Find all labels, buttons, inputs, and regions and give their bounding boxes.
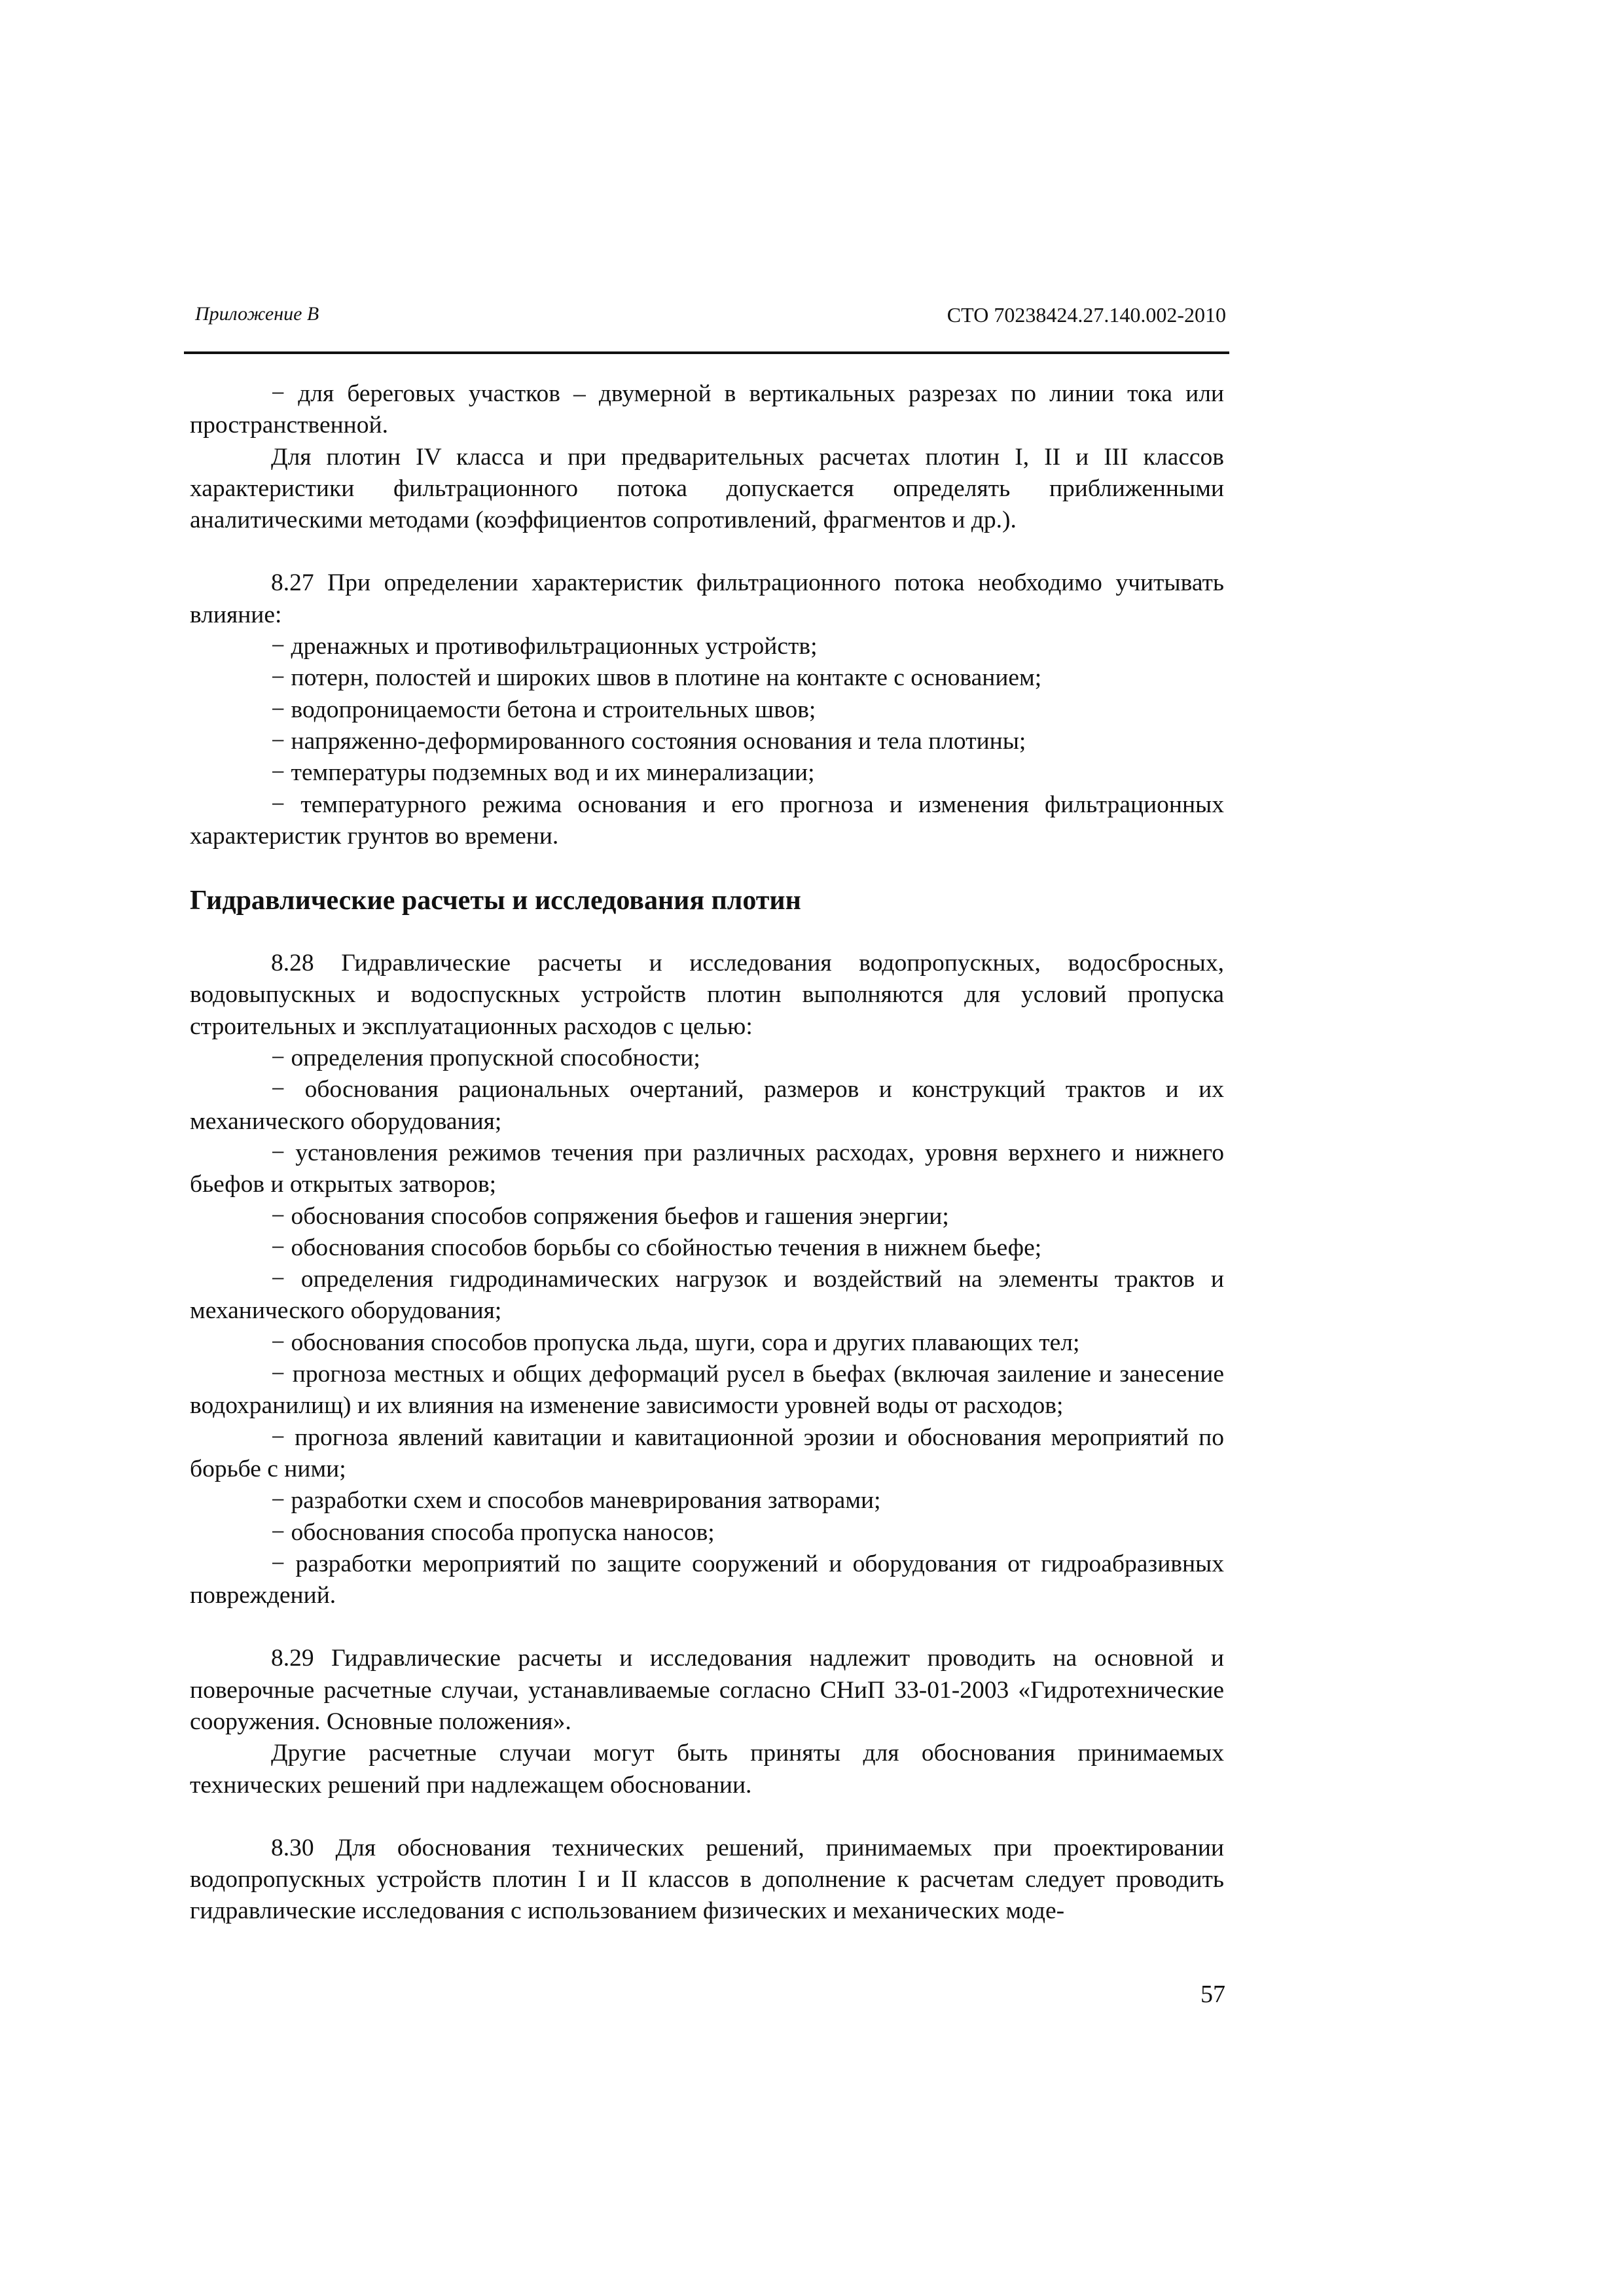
list-item: − обоснования способов борьбы со сбойностью течения в нижнем бьефе; [271, 1234, 1042, 1261]
list-item: − водопроницаемости бетона и строительных швов; [271, 696, 816, 723]
list-item: − обоснования способов сопряжения бьефов и гашения энергии; [271, 1202, 949, 1230]
list-item: − установления режимов течения при различных расходах, уровня верхнего и нижнего бьефов и открытых затворов; [190, 1139, 1224, 1198]
clause-8-28: 8.28 Гидравлические расчеты и исследования водопропускных, водосбросных, водовыпускных и водоспускных устройств плотин выполняются для условий пропуска строительных и эксплуатационных расходов с целью: [190, 950, 1224, 1040]
list-item: − температурного режима основания и его прогноза и изменения фильтрационных характеристик грунтов во времени. [190, 791, 1224, 850]
list-item: − разработки схем и способов маневрирования затворами; [271, 1487, 881, 1515]
list-item: − обоснования способов пропуска льда, шуги, сора и других плавающих тел; [271, 1329, 1080, 1356]
running-header-standard-number: СТО 70238424.27.140.002-2010 [947, 303, 1226, 327]
paragraph: Другие расчетные случаи могут быть приняты для обоснования принимаемых технических решений при надлежащем обосновании. [190, 1740, 1224, 1799]
running-header-appendix: Приложение В [195, 303, 319, 325]
list-item: − обоснования способа пропуска наносов; [271, 1518, 715, 1546]
body-text [190, 378, 1224, 1928]
page-number: 57 [1200, 1981, 1225, 2008]
list-item: − разработки мероприятий по защите сооружений и оборудования от гидроабразивных повреждений. [190, 1550, 1224, 1609]
header-divider [184, 351, 1229, 354]
section-heading: Гидравлические расчеты и исследования плотин [190, 886, 801, 916]
clause-8-27: 8.27 При определении характеристик фильтрационного потока необходимо учитывать влияние: [190, 569, 1224, 628]
clause-8-29: 8.29 Гидравлические расчеты и исследования надлежит проводить на основной и поверочные расчетные случаи, устанавливаемые согласно СНиП 33-01-2003 «Гидротехнические сооружения. Основные положения». [190, 1645, 1224, 1735]
list-item: − обоснования рациональных очертаний, размеров и конструкций трактов и их механического оборудования; [190, 1076, 1224, 1135]
list-item: − температуры подземных вод и их минерализации; [271, 759, 815, 787]
list-item: − определения гидродинамических нагрузок и воздействий на элементы трактов и механического оборудования; [190, 1266, 1224, 1325]
paragraph: − для береговых участков – двумерной в вертикальных разрезах по линии тока или пространственной. [190, 380, 1224, 439]
list-item: − прогноза явлений кавитации и кавитационной эрозии и обоснования мероприятий по борьбе с ними; [190, 1424, 1224, 1482]
list-item: − дренажных и противофильтрационных устройств; [271, 633, 818, 660]
clause-8-30: 8.30 Для обоснования технических решений, принимаемых при проектировании водопропускных устройств плотин I и II классов в дополнение к расчетам следует проводить гидравлические исследования с использованием физических и механических моде- [190, 1834, 1224, 1925]
list-item: − прогноза местных и общих деформаций русел в бьефах (включая заиление и занесение водохранилищ) и их влияния на изменение зависимости уровней воды от расходов; [190, 1361, 1224, 1420]
list-item: − определения пропускной способности; [271, 1045, 700, 1072]
list-item: − потерн, полостей и широких швов в плотине на контакте с основанием; [271, 664, 1042, 692]
paragraph: Для плотин IV класса и при предварительных расчетах плотин I, II и III классов характеристики фильтрационного потока допускается определять приближенными аналитическими методами (коэффициентов сопротивлений, фрагментов и др.). [190, 443, 1224, 534]
list-item: − напряженно-деформированного состояния основания и тела плотины; [271, 727, 1026, 755]
